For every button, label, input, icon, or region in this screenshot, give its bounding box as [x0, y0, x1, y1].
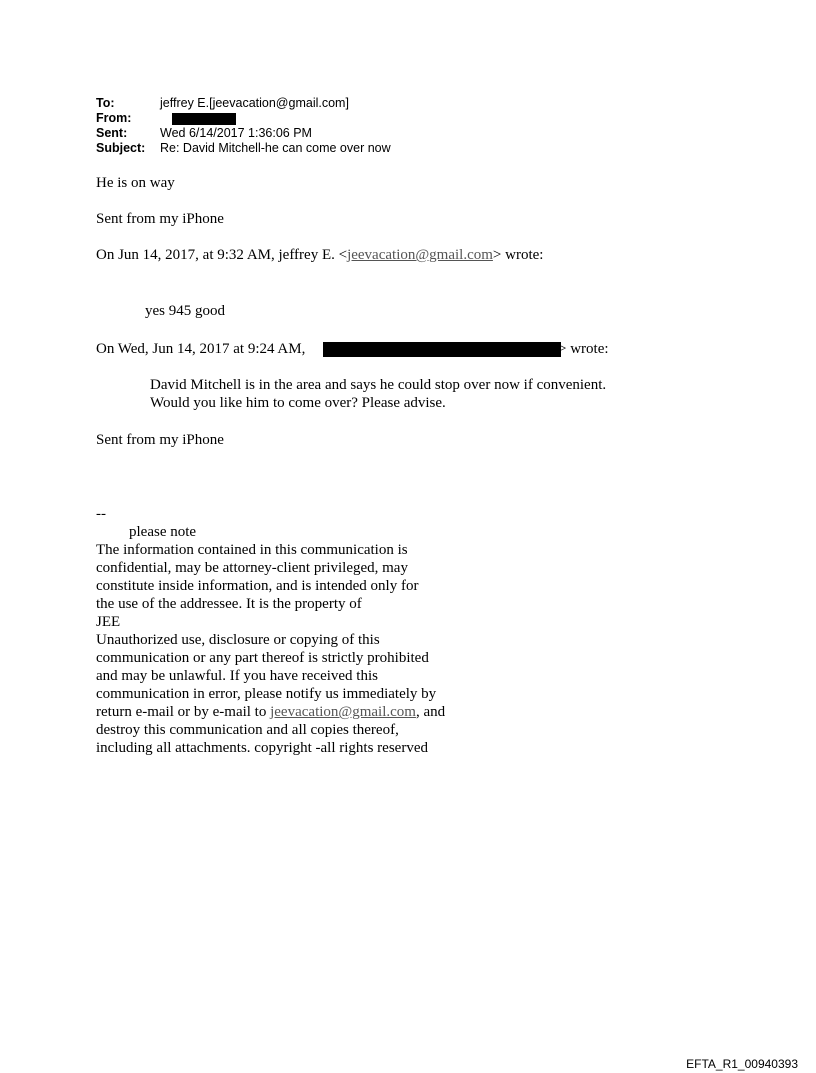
reply-text: He is on way [96, 175, 175, 191]
disclaimer-line: including all attachments. copyright -all rights reserved [96, 740, 428, 756]
disclaimer-line10-pre: return e-mail or by e-mail to [96, 704, 271, 720]
disclaimer-line: and may be unlawful. If you have received this [96, 668, 378, 684]
disclaimer-email-link[interactable]: jeevacation@gmail.com [270, 704, 416, 720]
disclaimer-line-with-email [96, 703, 445, 721]
to-label: To: [96, 96, 115, 110]
document-id: EFTA_R1_00940393 [686, 1057, 798, 1071]
disclaimer-line: Unauthorized use, disclosure or copying of this [96, 632, 380, 648]
disclaimer-line: The information contained in this communication is [96, 542, 408, 558]
disclaimer-heading: please note [129, 524, 197, 540]
disclaimer-line: communication in error, please notify us immediately by [96, 686, 437, 702]
quote2-line1: David Mitchell is in the area and says he could stop over now if convenient. [150, 377, 607, 393]
quote2-line2: Would you like him to come over? Please advise. [150, 395, 446, 411]
disclaimer-line10-post: , and [415, 704, 446, 720]
disclaimer-line: JEE [96, 614, 121, 630]
sent-value: Wed 6/14/2017 1:36:06 PM [160, 126, 312, 140]
quote1-intro-post: > wrote: [492, 247, 544, 263]
from-label: From: [96, 111, 132, 125]
to-value: jeffrey E.[jeevacation@gmail.com] [160, 96, 349, 110]
signature-1: Sent from my iPhone [96, 211, 224, 227]
signature-2: Sent from my iPhone [96, 432, 224, 448]
disclaimer-line: destroy this communication and all copies thereof, [96, 722, 399, 738]
quote2-sender-redaction [323, 342, 561, 357]
quote1-text: yes 945 good [145, 303, 225, 319]
disclaimer-line: constitute inside information, and is intended only for [96, 578, 419, 594]
quote2-intro-pre: On Wed, Jun 14, 2017 at 9:24 AM, [96, 341, 306, 357]
disclaimer-line: the use of the addressee. It is the property of [96, 596, 362, 612]
quote1-intro [96, 246, 543, 264]
subject-value: Re: David Mitchell-he can come over now [160, 141, 391, 155]
quote1-intro-pre: On Jun 14, 2017, at 9:32 AM, jeffrey E. < [96, 247, 348, 263]
disclaimer-separator: -- [96, 506, 106, 522]
subject-label: Subject: [96, 141, 146, 155]
from-redaction [172, 113, 236, 125]
disclaimer-line: communication or any part thereof is strictly prohibited [96, 650, 429, 666]
quote1-email-link[interactable]: jeevacation@gmail.com [347, 247, 493, 263]
sent-label: Sent: [96, 126, 128, 140]
quote2-intro-post: > wrote: [558, 341, 609, 357]
disclaimer-line: confidential, may be attorney-client privileged, may [96, 560, 408, 576]
